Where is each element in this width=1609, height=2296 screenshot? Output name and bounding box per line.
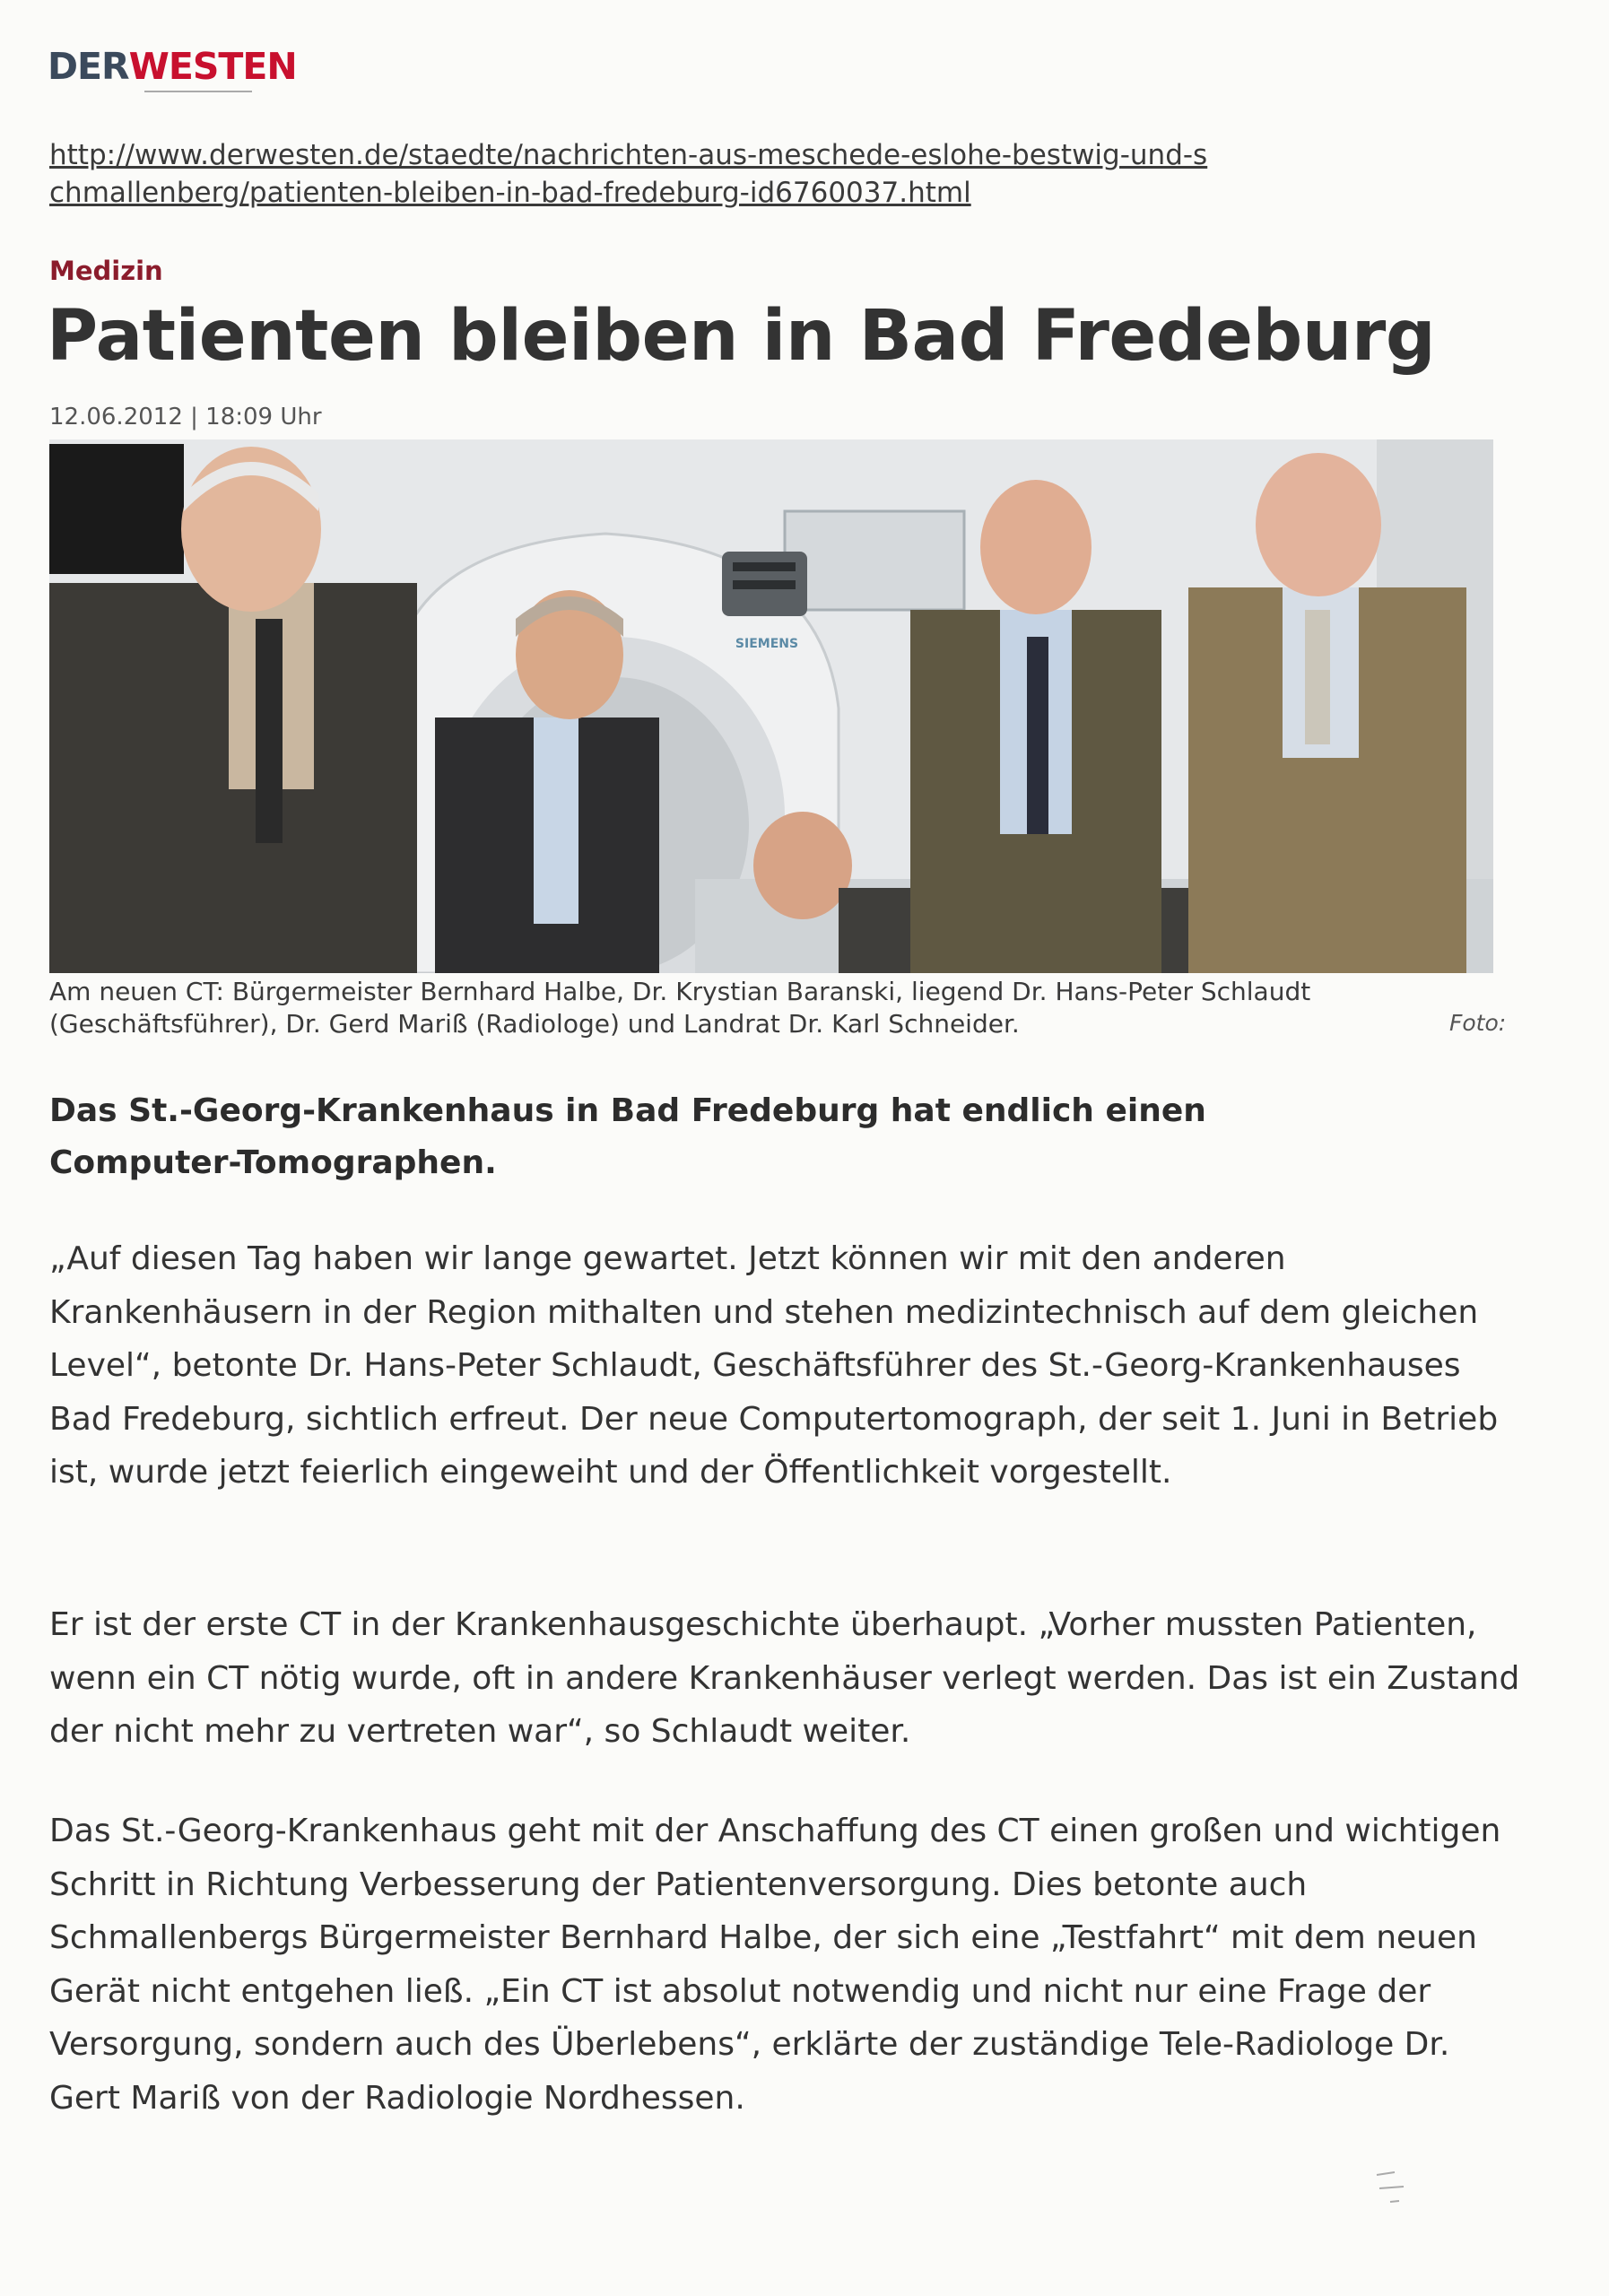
article-paragraph: Das St.-Georg-Krankenhaus geht mit der Anschaffung des CT einen großen und wichtigen Schritt in Richtung Verbesserung der Patientenversorgung. Dies betonte auch Schmallenbergs Bürgermeister Bernhard Halbe, der sich eine „Testfahrt“ mit dem neuen Gerät nicht entgehen ließ. „Ein CT ist absolut notwendig und nicht nur eine Frage der Versorgung, sondern auch des Überlebens“, erklärte der zuständige Tele-Radiologe Dr. Gert Mariß von der Radiologie Nordhessen. [49,1813,1501,2117]
logo-tagline-scribble [144,88,261,95]
derwesten-logo[interactable] [48,45,297,100]
source-url-link[interactable]: http://www.derwesten.de/staedte/nachrichten-aus-meschede-eslohe-bestwig-und-schmallenberg/patienten-bleiben-in-bad-fredeburg-id6760037.html [49,139,1208,209]
article-dateline: 12.06.2012 | 18:09 Uhr [49,404,322,430]
photo-credit: Foto: [1449,1010,1507,1036]
scan-artifact-mark [1372,2161,1417,2215]
siemens-label: SIEMENS [735,637,799,651]
logo-der-text: DER [48,45,129,88]
article-paragraph: „Auf diesen Tag haben wir lange gewartet. Jetzt können wir mit den anderen Krankenhäusern in der Region mithalten und stehen medizintechnisch auf dem gleichen Level“, betonte Dr. Hans-Peter Schlaudt, Geschäftsführer des St.-Georg-Krankenhauses Bad Fredeburg, sichtlich erfreut. Der neue Computertomograph, der seit 1. Juni in Betrieb ist, wurde jetzt feierlich eingeweiht und der Öffentlichkeit vorgestellt. [49,1240,1499,1491]
photo-ct-scene [49,439,1493,973]
article-photo [49,439,1493,973]
article-lead: Das St.-Georg-Krankenhaus in Bad Fredeburg hat endlich einen Computer-Tomographen. [49,1092,1206,1181]
logo-westen-text: WESTEN [128,45,297,88]
article-headline: Patienten bleiben in Bad Fredeburg [47,296,1436,377]
article-category[interactable]: Medizin [49,256,163,286]
article-paragraph: Er ist der erste CT in der Krankenhausgeschichte überhaupt. „Vorher mussten Patienten, wenn ein CT nötig wurde, oft in andere Krankenhäuser verlegt werden. Das ist ein Zustand der nicht mehr zu vertreten war“, so Schlaudt weiter. [49,1606,1520,1750]
photo-caption: Am neuen CT: Bürgermeister Bernhard Halbe, Dr. Krystian Baranski, liegend Dr. Hans-Peter Schlaudt (Geschäftsführer), Dr. Gerd Mariß (Radiologe) und Landrat Dr. Karl Schneider. [49,977,1311,1039]
